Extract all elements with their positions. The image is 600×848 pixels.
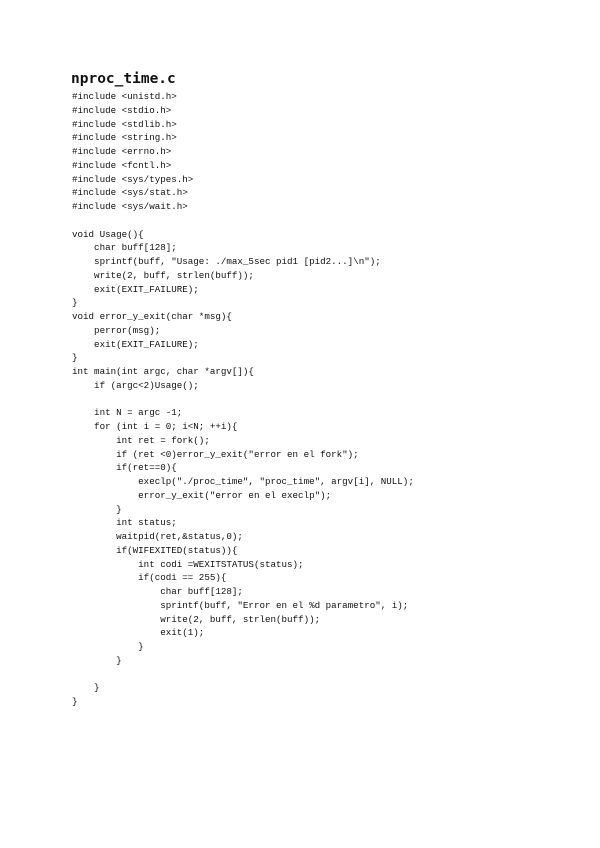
code-line: #include <string.h>: [72, 132, 177, 144]
code-line: sprintf(buff, "Usage: ./max_5sec pid1 [pid2...]\n");: [72, 256, 381, 267]
code-line: if (ret <0)error_y_exit("error en el fork");: [72, 448, 359, 460]
code-line: char buff[128];: [72, 242, 177, 254]
code-line: for (int i = 0; i<N; ++i){: [72, 421, 238, 432]
code-line: int ret = fork();: [72, 434, 210, 446]
code-line: if(codi == 255){: [72, 572, 227, 584]
code-line: sprintf(buff, "Error en el %d parametro", i);: [72, 599, 409, 611]
code-line: }: [72, 503, 122, 515]
code-line: exit(EXIT_FAILURE);: [72, 338, 199, 350]
code-line: waitpid(ret,&status,0);: [72, 531, 243, 542]
code-line: void Usage(){: [72, 228, 144, 240]
code-line: int N = argc -1;: [72, 407, 183, 419]
file-title: nproc_time.c: [71, 71, 176, 87]
code-line: }: [72, 641, 144, 652]
code-line: [72, 214, 414, 228]
code-line: if(ret==0){: [72, 462, 177, 474]
code-line: void error_y_exit(char *msg){: [72, 311, 232, 322]
code-line: #include <unistd.h>: [72, 91, 177, 102]
code-line: #include <errno.h>: [72, 146, 172, 157]
code-line: #include <sys/wait.h>: [72, 201, 188, 212]
code-line: #include <sys/types.h>: [72, 173, 194, 185]
code-line: }: [72, 682, 100, 694]
code-line: if(WIFEXITED(status)){: [72, 544, 238, 556]
code-line: write(2, buff, strlen(buff));: [72, 613, 321, 625]
code-line: }: [72, 297, 78, 309]
code-listing: [72, 90, 414, 709]
code-line: exit(EXIT_FAILURE);: [72, 283, 199, 295]
code-line: int codi =WEXITSTATUS(status);: [72, 558, 304, 570]
code-line: #include <stdio.h>: [72, 104, 172, 116]
code-line: int status;: [72, 517, 177, 529]
code-line: execlp("./proc_time", "proc_time", argv[i], NULL);: [72, 476, 414, 487]
code-line: #include <sys/stat.h>: [72, 187, 188, 199]
code-line: error_y_exit("error en el execlp");: [72, 489, 332, 501]
code-line: int main(int argc, char *argv[]){: [72, 366, 254, 377]
code-line: exit(1);: [72, 627, 205, 639]
code-line: }: [72, 696, 78, 707]
code-line: #include <stdlib.h>: [72, 118, 177, 130]
code-line: perror(msg);: [72, 324, 161, 336]
code-line: [72, 393, 414, 407]
code-line: write(2, buff, strlen(buff));: [72, 269, 254, 281]
code-line: #include <fcntl.h>: [72, 159, 172, 171]
code-line: }: [72, 654, 122, 666]
code-line: [72, 668, 414, 682]
code-line: if (argc<2)Usage();: [72, 379, 199, 391]
code-line: char buff[128];: [72, 586, 243, 597]
code-line: }: [72, 352, 78, 364]
